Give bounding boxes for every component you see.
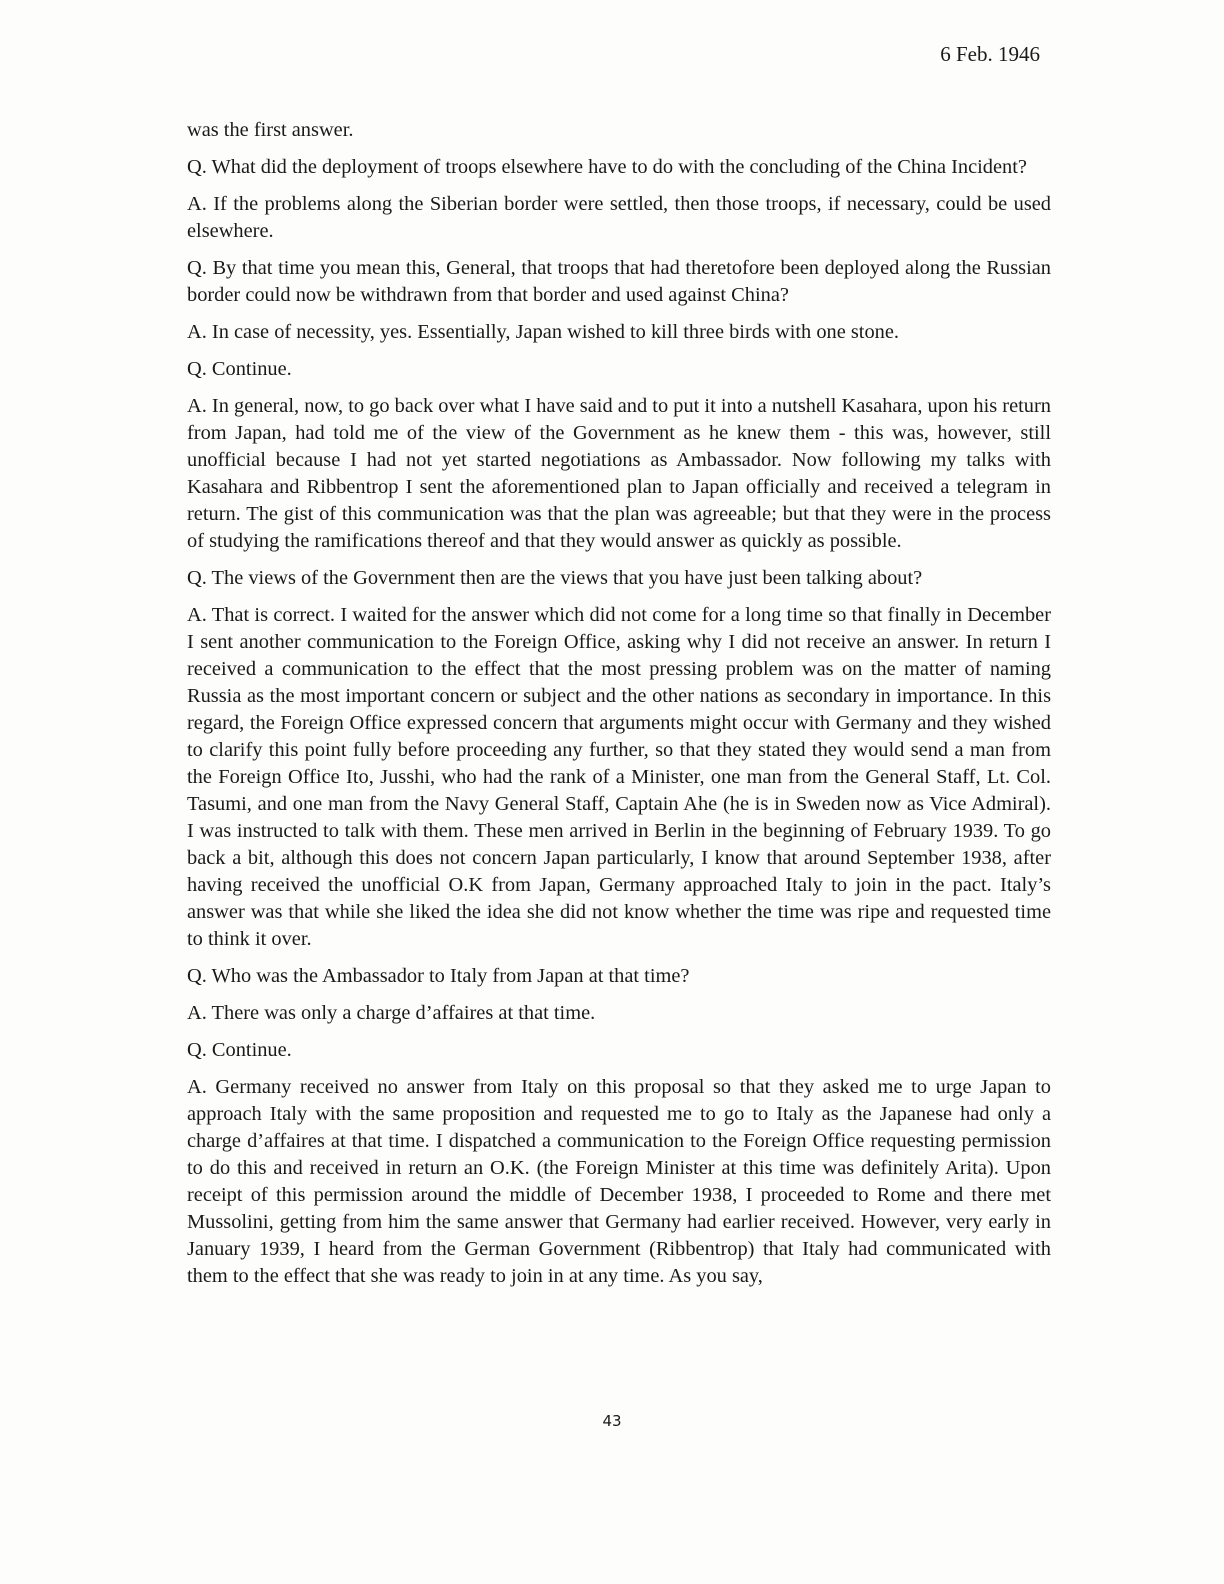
paragraph: Q. Continue. — [187, 358, 292, 380]
paragraph: Q. By that time you mean this, General, that troops that had theretofore been deployed along the Russian border could now be withdrawn from that border and used against China? — [187, 257, 1051, 306]
paragraph: Q. Who was the Ambassador to Italy from Japan at that time? — [187, 965, 690, 987]
paragraph: Q. Continue. — [187, 1039, 292, 1061]
paragraph: A. Germany received no answer from Italy on this proposal so that they asked me to urge Japan to approach Italy with the same proposition and requested me to go to Italy as the Japanese had only a charge d’affaires at that time. I dispatched a communication to the Foreign Office requesting permission to do this and received in return an O.K. (the Foreign Minister at this time was definitely Arita). Upon receipt of this permission around the middle of December 1938, I proceeded to Rome and there met Mussolini, getting from him the same answer that Germany had earlier received. However, very early in January 1939, I heard from the German Government (Ribbentrop) that Italy had communicated with them to the effect that she was ready to join in at any time. As you say, — [187, 1076, 1051, 1287]
page-number: 43 — [602, 1412, 622, 1430]
paragraph: Q. The views of the Government then are the views that you have just been talking about? — [187, 567, 923, 589]
paragraph: A. In case of necessity, yes. Essentially, Japan wished to kill three birds with one stone. — [187, 321, 899, 343]
paragraph: A. If the problems along the Siberian border were settled, then those troops, if necessary, could be used elsewhere. — [187, 193, 1051, 242]
paragraph: was the first answer. — [187, 119, 354, 141]
paragraph: Q. What did the deployment of troops elsewhere have to do with the concluding of the China Incident? — [187, 156, 1027, 178]
paragraph: A. In general, now, to go back over what I have said and to put it into a nutshell Kasahara, upon his return from Japan, had told me of the view of the Government as he knew them - this was, however, still unofficial because I had not yet started negotiations as Ambassador. Now following my talks with Kasahara and Ribbentrop I sent the aforementioned plan to Japan officially and received a telegram in return. The gist of this communication was that the plan was agreeable; but that they were in the process of studying the ramifications thereof and that they would answer as quickly as possible. — [187, 395, 1051, 552]
paragraph: A. That is correct. I waited for the answer which did not come for a long time so that finally in December I sent another communication to the Foreign Office, asking why I did not receive an answer. In return I received a communication to the effect that the most pressing problem was on the matter of naming Russia as the most important concern or subject and the other nations as secondary in importance. In this regard, the Foreign Office expressed concern that arguments might occur with Germany and they wished to clarify this point fully before proceeding any further, so that they stated they would send a man from the Foreign Office Ito, Jusshi, who had the rank of a Minister, one man from the General Staff, Lt. Col. Tasumi, and one man from the Navy General Staff, Captain Ahe (he is in Sweden now as Vice Admiral). I was instructed to talk with them. These men arrived in Berlin in the beginning of February 1939. To go back a bit, although this does not concern Japan particularly, I know that around September 1938, after having received the unofficial O.K from Japan, Germany approached Italy to join in the pact. Italy’s answer was that while she liked the idea she did not know whether the time was ripe and requested time to think it over. — [187, 604, 1051, 950]
document-body — [187, 117, 1051, 1300]
page-date: 6 Feb. 1946 — [940, 42, 1040, 66]
paragraph: A. There was only a charge d’affaires at that time. — [187, 1002, 596, 1024]
